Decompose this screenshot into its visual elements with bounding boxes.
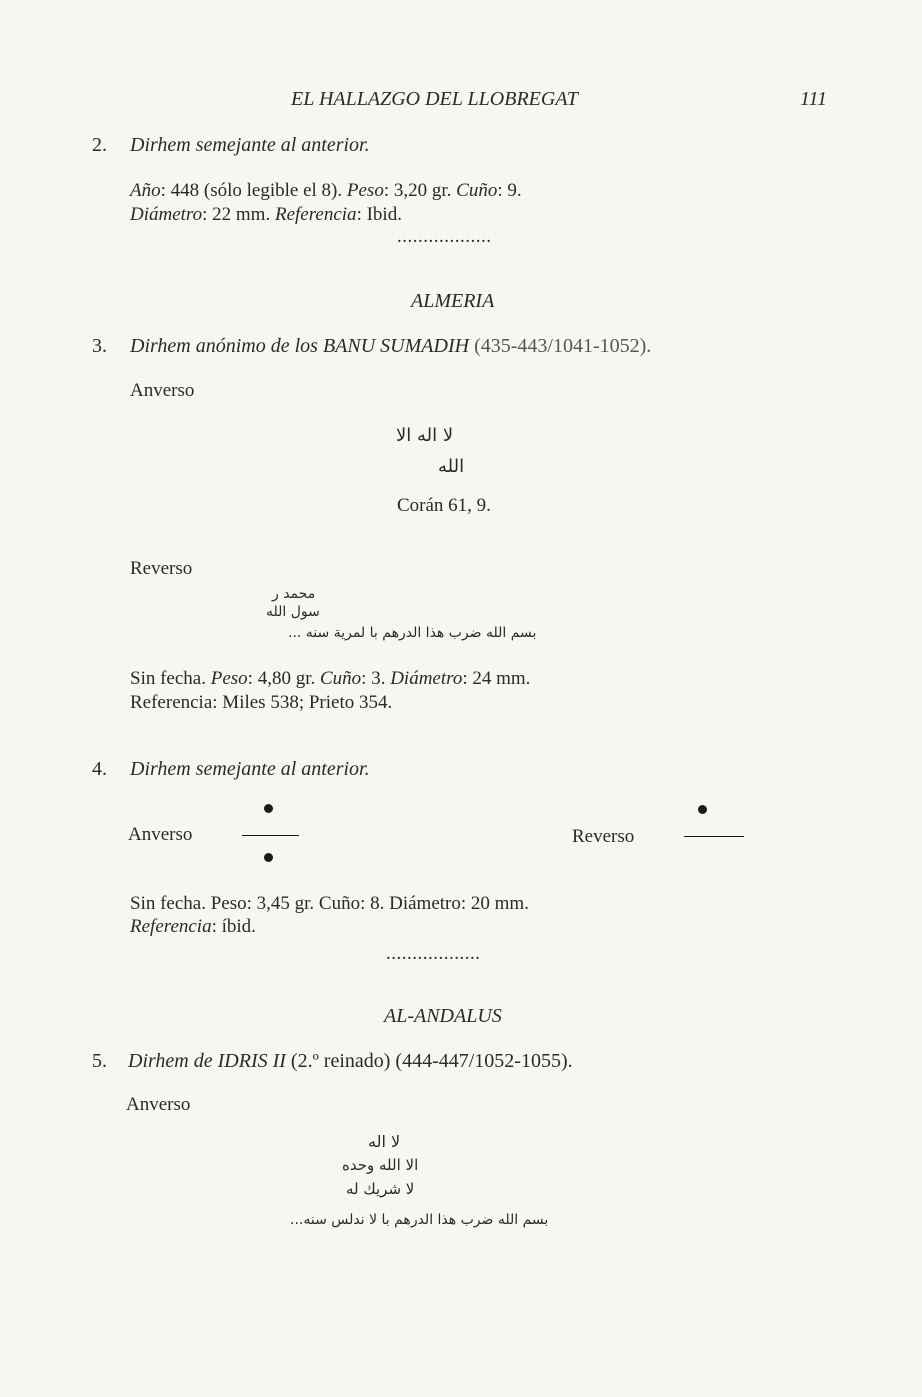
item-4-title: Dirhem semejante al anterior. xyxy=(130,758,370,780)
item-2-details-line2 xyxy=(130,204,402,226)
item-3-obverse-label: Anverso xyxy=(130,380,195,401)
reverse-dash xyxy=(684,836,744,837)
diameter-label: Diámetro xyxy=(130,204,203,225)
item-5-title-rest: (2.º reinado) (444-447/1052-1055). xyxy=(285,1050,573,1072)
item-4-number: 4. xyxy=(92,758,107,780)
reverse-dot-top xyxy=(698,805,707,814)
separator-dots: .................. xyxy=(386,943,481,964)
item-5-obverse-line3: لا شريك له xyxy=(346,1180,415,1198)
die-value: : 9. xyxy=(497,180,522,201)
die-value: : 3. xyxy=(361,668,391,689)
item-3-dynasty: BANU SUMADIH xyxy=(322,335,470,357)
item-2-number: 2. xyxy=(92,134,107,156)
die-label: Cuño xyxy=(456,180,498,201)
item-5-title-prefix: Dirhem de IDRIS II xyxy=(128,1050,286,1072)
item-3-reverse-line2: سول الله xyxy=(266,604,320,620)
page-number: 111 xyxy=(800,88,828,110)
section-heading-almeria: ALMERIA xyxy=(411,290,495,312)
undated: Sin fecha. xyxy=(130,668,211,689)
item-3-reverse-label: Reverso xyxy=(130,558,193,579)
reference-label: Referencia xyxy=(130,916,212,937)
year-label: Año xyxy=(130,180,161,201)
item-3-title xyxy=(130,335,651,358)
weight-label: Peso xyxy=(210,668,248,689)
weight-value: : 3,20 gr. xyxy=(383,180,457,201)
year-value: : 448 (sólo legible el 8). xyxy=(160,180,347,201)
item-3-reverse-line1: محمد ر xyxy=(272,586,316,602)
obverse-dot-top xyxy=(264,804,273,813)
item-4-details-line1: Sin fecha. Peso: 3,45 gr. Cuño: 8. Diámetro: 20 mm. xyxy=(130,893,529,914)
item-3-dates: (435-443/1041-1052). xyxy=(469,335,652,357)
item-5-obverse-line4: بسم الله ضرب هذا الدرهم با لا ندلس سنه... xyxy=(290,1212,549,1228)
item-3-reverse-line3: بسم الله ضرب هذا الدرهم با لمرية سنه ... xyxy=(288,625,537,641)
item-5-obverse-line1: لا اله xyxy=(368,1132,401,1151)
item-4-reverse-label: Reverso xyxy=(572,826,635,847)
section-heading-al-andalus: AL-ANDALUS xyxy=(384,1005,502,1027)
diameter-value: : 24 mm. xyxy=(462,668,531,689)
die-label: Cuño xyxy=(319,668,362,689)
separator-dots: .................. xyxy=(397,226,492,247)
obverse-dot-bottom xyxy=(264,853,273,862)
item-3-obverse-line2: الله xyxy=(438,456,465,477)
reference-value: : íbid. xyxy=(211,916,256,937)
reference-value: : Ibid. xyxy=(356,204,402,225)
diameter-label: Diámetro xyxy=(390,668,463,689)
item-3-obverse-line1: لا اله الا xyxy=(396,425,454,446)
item-3-title-prefix: Dirhem anónimo de los xyxy=(130,335,323,357)
weight-value: : 4,80 gr. xyxy=(247,668,320,689)
reference-label: Referencia xyxy=(274,204,357,225)
item-4-details-line2 xyxy=(130,916,256,938)
item-2-title: Dirhem semejante al anterior. xyxy=(130,134,370,156)
item-5-obverse-line2: الا الله وحده xyxy=(342,1156,419,1174)
item-5-number: 5. xyxy=(92,1050,107,1072)
weight-label: Peso xyxy=(346,180,384,201)
diameter-value: : 22 mm. xyxy=(202,204,275,225)
item-3-details-line2: Referencia: Miles 538; Prieto 354. xyxy=(130,692,393,713)
item-5-title xyxy=(128,1050,573,1073)
item-2-details-line1 xyxy=(130,180,522,202)
item-3-number: 3. xyxy=(92,335,107,357)
item-4-obverse-label: Anverso xyxy=(128,824,193,845)
obverse-dash xyxy=(242,835,299,836)
item-5-obverse-label: Anverso xyxy=(126,1094,191,1115)
item-3-details-line1 xyxy=(130,668,530,690)
running-title: EL HALLAZGO DEL LLOBREGAT xyxy=(291,88,578,110)
item-3-obverse-caption: Corán 61, 9. xyxy=(397,495,491,516)
